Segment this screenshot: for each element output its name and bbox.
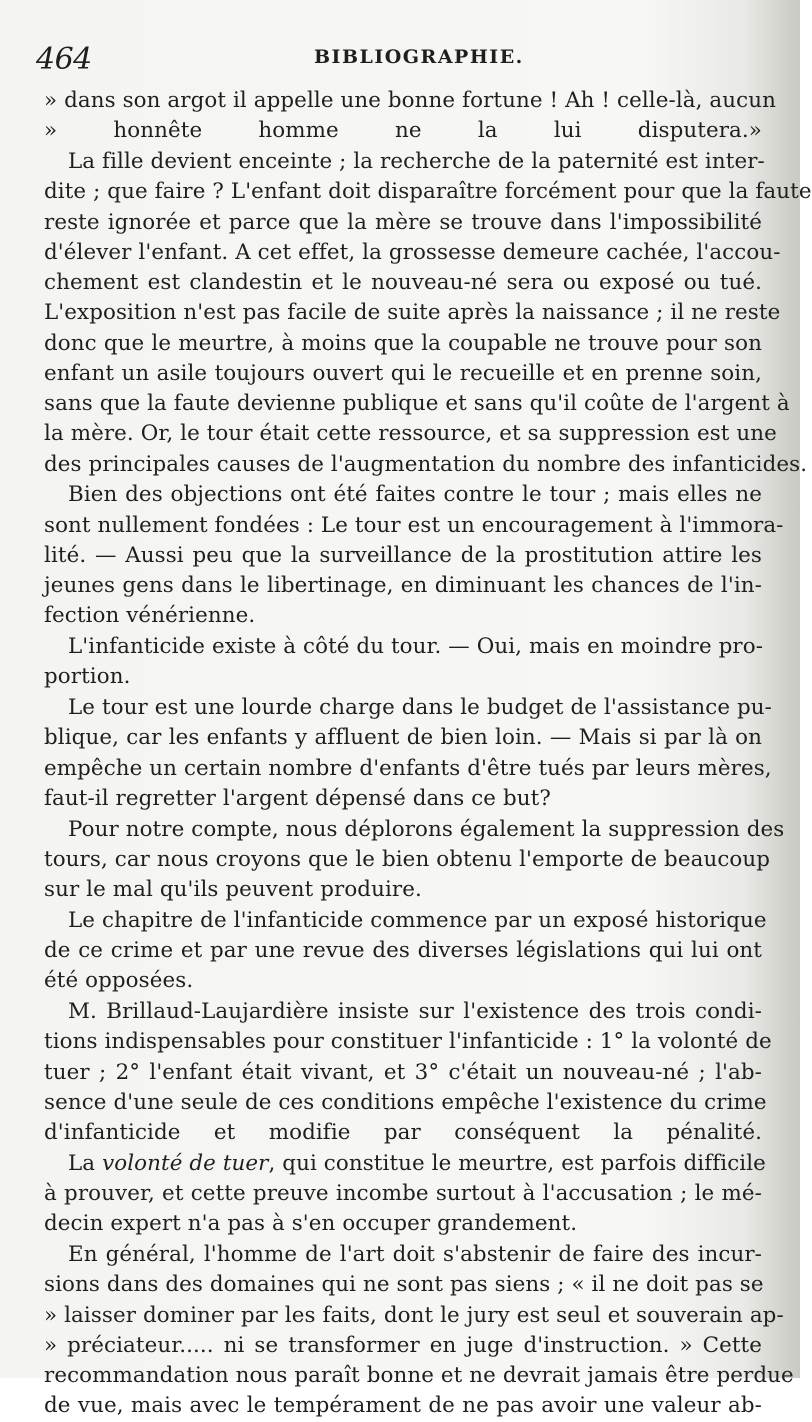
text-line: reste ignorée et parce que la mère se trouve dans l'impossibilité [44, 209, 762, 235]
paragraph [44, 693, 773, 814]
paragraph [44, 1149, 766, 1240]
text-line: » honnête homme ne la lui disputera.» [44, 118, 762, 144]
text-line: empêche un certain nombre d'enfants d'être tués par leurs mères, [44, 755, 772, 781]
paragraph [44, 1240, 794, 1422]
text-line: chement est clandestin et le nouveau-né sera ou exposé ou tué. [44, 270, 762, 295]
text-line: d'élever l'enfant. A cet effet, la grossesse demeure cachée, l'accou- [44, 239, 781, 265]
text-line: recommandation nous paraît bonne et ne devrait jamais être perdue [44, 1363, 794, 1388]
paragraph [44, 147, 812, 480]
text-line: sont nullement fondées : Le tour est un encouragement à l'immora- [44, 512, 784, 538]
text-line: » dans son argot il appelle une bonne fortune ! Ah ! celle-là, aucun [44, 88, 776, 113]
text-line: » préciateur..... ni se transformer en juge d'instruction. » Cette [44, 1332, 762, 1358]
text-line: donc que le meurtre, à moins que la coupable ne trouve pour son [44, 330, 762, 356]
text-line: La fille devient enceinte ; la recherche de la paternité est inter- [68, 149, 765, 174]
text-line: Bien des objections ont été faites contre le tour ; mais elles ne [68, 482, 762, 508]
italic-phrase: volonté de tuer [102, 1150, 269, 1176]
text-line: Le tour est une lourde charge dans le budget de l'assistance pu- [68, 695, 773, 720]
paragraph [44, 815, 785, 906]
text-line: tuer ; 2° l'enfant était vivant, et 3° c'était un nouveau-né ; l'ab- [44, 1059, 762, 1085]
text-line: sions dans des domaines qui ne sont pas siens ; « il ne doit pas se [44, 1272, 764, 1298]
text-line: dite ; que faire ? L'enfant doit disparaître forcément pour que la faute [44, 179, 812, 205]
text-line: faut-il regretter l'argent dépensé dans ce but? [44, 785, 551, 811]
text-line: M. Brillaud-Laujardière insiste sur l'existence des trois condi- [68, 999, 762, 1024]
text-line: » laisser dominer par les faits, dont le jury est seul et souverain ap- [44, 1302, 784, 1328]
text-line: Pour notre compte, nous déplorons également la suppression des [68, 816, 785, 842]
text-line: jeunes gens dans le libertinage, en diminuant les chances de l'in- [44, 573, 762, 598]
text-line: Le chapitre de l'infanticide commence par un exposé historique [68, 907, 767, 933]
paragraph [44, 632, 762, 693]
paragraph [44, 86, 776, 147]
paragraph [44, 480, 784, 631]
text-line: La volonté de tuer, qui constitue le meurtre, est parfois difficile [68, 1150, 766, 1176]
text-line: enfant un asile toujours ouvert qui le recueille et en prenne soin, [44, 360, 762, 386]
text-line: decin expert n'a pas à s'en occuper grandement. [44, 1211, 578, 1237]
text-line: tions indispensables pour constituer l'infanticide : 1° la volonté de [44, 1029, 772, 1055]
page-number: 464 [36, 42, 92, 77]
running-title: BIBLIOGRAPHIE. [314, 46, 524, 68]
text-line: la mère. Or, le tour était cette ressource, et sa suppression est une [44, 421, 777, 447]
text-line: à prouver, et cette preuve incombe surtout à l'accusation ; le mé- [44, 1181, 762, 1206]
text-line: fection vénérienne. [44, 603, 256, 629]
text-line: de vue, mais avec le tempérament de ne pas avoir une valeur ab- [44, 1393, 762, 1419]
text-line: tours, car nous croyons que le bien obtenu l'emporte de beaucoup [44, 846, 771, 872]
text-line: L'infanticide existe à côté du tour. — Oui, mais en moindre pro- [68, 634, 764, 659]
text-line: d'infanticide et modifie par conséquent la pénalité. [44, 1120, 762, 1145]
text-line: sur le mal qu'ils peuvent produire. [44, 877, 422, 902]
text-line: des principales causes de l'augmentation du nombre des infanticides. [44, 451, 808, 477]
paragraph [44, 906, 767, 997]
text-line: sence d'une seule de ces conditions empêche l'existence du crime [44, 1089, 767, 1115]
body-text [44, 86, 812, 1422]
text-line: L'exposition n'est pas facile de suite après la naissance ; il ne reste [44, 300, 781, 326]
text-line: portion. [44, 664, 131, 690]
page-header [36, 40, 766, 80]
text-line: blique, car les enfants y affluent de bien loin. — Mais si par là on [44, 725, 762, 751]
text-line: lité. — Aussi peu que la surveillance de la prostitution attire les [44, 542, 762, 568]
text-line: sans que la faute devienne publique et sans qu'il coûte de l'argent à [44, 391, 790, 416]
text-line: En général, l'homme de l'art doit s'abstenir de faire des incur- [68, 1242, 762, 1267]
text-line: été opposées. [44, 968, 194, 994]
paragraph [44, 997, 772, 1148]
text-line: de ce crime et par une revue des diverses législations qui lui ont [44, 938, 762, 963]
